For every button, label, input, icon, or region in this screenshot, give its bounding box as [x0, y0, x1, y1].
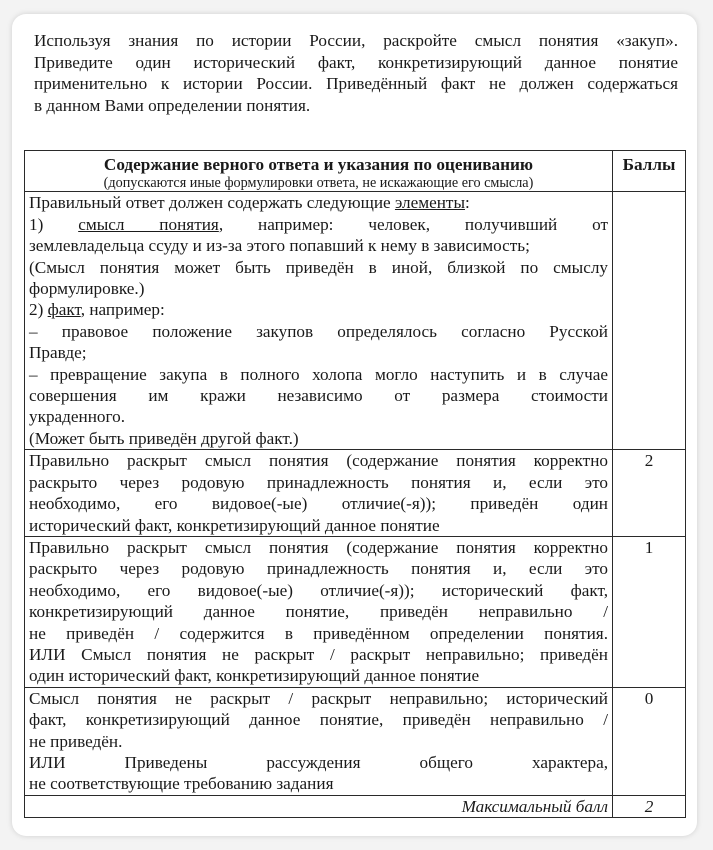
criterion-2-line-2: раскрыто через родовую принадлежность понятия и, если это: [29, 472, 608, 492]
max-score-label: Максимальный балл: [25, 795, 613, 817]
criterion-1-score: 1: [613, 536, 686, 687]
criterion-1-line-2: раскрыто через родовую принадлежность понятия и, если это: [29, 559, 608, 579]
answer-fact2-line-1: – превращение закупа в полного холопа могло наступить и в случае: [29, 364, 608, 384]
criterion-0-line-1: Смысл понятия не раскрыт / раскрыт неправильно; исторический: [29, 688, 608, 708]
answer-fact2-line-3: украденного.: [29, 407, 126, 427]
criterion-0-line-4: ИЛИ Приведены рассуждения общего характера,: [29, 752, 608, 772]
table-header-row: [25, 151, 686, 192]
answer-meaning-line-2: землевладельца ссуду и из-за этого попавший к нему в зависимость;: [29, 236, 530, 256]
criterion-2-line-3: необходимо, его видовое(-ые) отличие(-я)); приведён один: [29, 494, 608, 514]
answer-score-cell: [613, 192, 686, 450]
criterion-row-1: [25, 536, 686, 687]
answer-meaning-note-2: формулировке.): [29, 279, 145, 299]
answer-fact1-line-2: Правде;: [29, 343, 87, 363]
meaning-label: смысл понятия: [78, 214, 219, 234]
criterion-2-score: 2: [613, 450, 686, 537]
task-line-2: Приведите один исторический факт, конкретизирующий данное понятие: [34, 52, 678, 72]
task-line-4: в данном Вами определении понятия.: [34, 95, 311, 115]
answer-row: [25, 192, 686, 450]
header-title: Содержание верного ответа и указания по оцениванию: [103, 155, 534, 174]
criterion-1-line-5: не приведён / содержится в приведённом определении понятия.: [29, 623, 608, 643]
criterion-0-line-3: не приведён.: [29, 731, 123, 751]
criterion-0-score: 0: [613, 687, 686, 795]
elements-link: элементы: [394, 193, 465, 213]
criterion-0-text: [25, 687, 613, 795]
document-page: [12, 14, 697, 836]
answer-meaning-line-1: 1) смысл понятия, например: человек, получивший от: [29, 214, 608, 234]
task-line-1: Используя знания по истории России, раскройте смысл понятия «закуп».: [34, 31, 678, 50]
criterion-1-line-6: ИЛИ Смысл понятия не раскрыт / раскрыт неправильно; приведён: [29, 644, 608, 664]
criterion-row-2: [25, 450, 686, 537]
answer-fact-heading: 2) факт, например:: [29, 300, 165, 320]
criterion-1-line-7: один исторический факт, конкретизирующий данное понятие: [29, 666, 480, 686]
max-score-row: [25, 795, 686, 817]
grading-table: [24, 150, 686, 818]
answer-intro: Правильный ответ должен содержать следующие элементы:: [29, 193, 470, 213]
criterion-2-line-4: исторический факт, конкретизирующий данное понятие: [29, 515, 440, 535]
criterion-2-text: [25, 450, 613, 537]
task-statement: [34, 30, 678, 116]
criterion-0-line-5: не соответствующие требованию задания: [29, 774, 334, 794]
answer-fact2-line-2: совершения им кражи независимо от размера стоимости: [29, 386, 608, 406]
header-content-cell: [25, 151, 613, 192]
answer-fact1-line-1: – правовое положение закупов определялось согласно Русской: [29, 321, 608, 341]
fact-label: факт: [47, 300, 81, 320]
answer-meaning-note-1: (Смысл понятия может быть приведён в иной, близкой по смыслу: [29, 257, 608, 277]
criterion-1-text: [25, 536, 613, 687]
header-subtitle: (допускаются иные формулировки ответа, не искажающие его смысла): [103, 175, 534, 192]
header-score-label: Баллы: [622, 155, 676, 174]
criterion-0-line-2: факт, конкретизирующий данное понятие, приведён неправильно /: [29, 710, 608, 730]
task-line-3: применительно к истории России. Приведённый факт не должен содержаться: [34, 74, 678, 93]
answer-fact-note: (Может быть приведён другой факт.): [29, 428, 299, 448]
criterion-1-line-1: Правильно раскрыт смысл понятия (содержание понятия корректно: [29, 537, 608, 557]
header-score-cell: [613, 151, 686, 192]
criterion-1-line-3: необходимо, его видовое(-ые) отличие(-я)); исторический факт,: [29, 580, 608, 600]
criterion-row-0: [25, 687, 686, 795]
criterion-1-line-4: конкретизирующий данное понятие, приведён неправильно /: [29, 602, 608, 622]
answer-content-cell: [25, 192, 613, 450]
max-score-value: 2: [613, 795, 686, 817]
criterion-2-line-1: Правильно раскрыт смысл понятия (содержание понятия корректно: [29, 451, 608, 471]
